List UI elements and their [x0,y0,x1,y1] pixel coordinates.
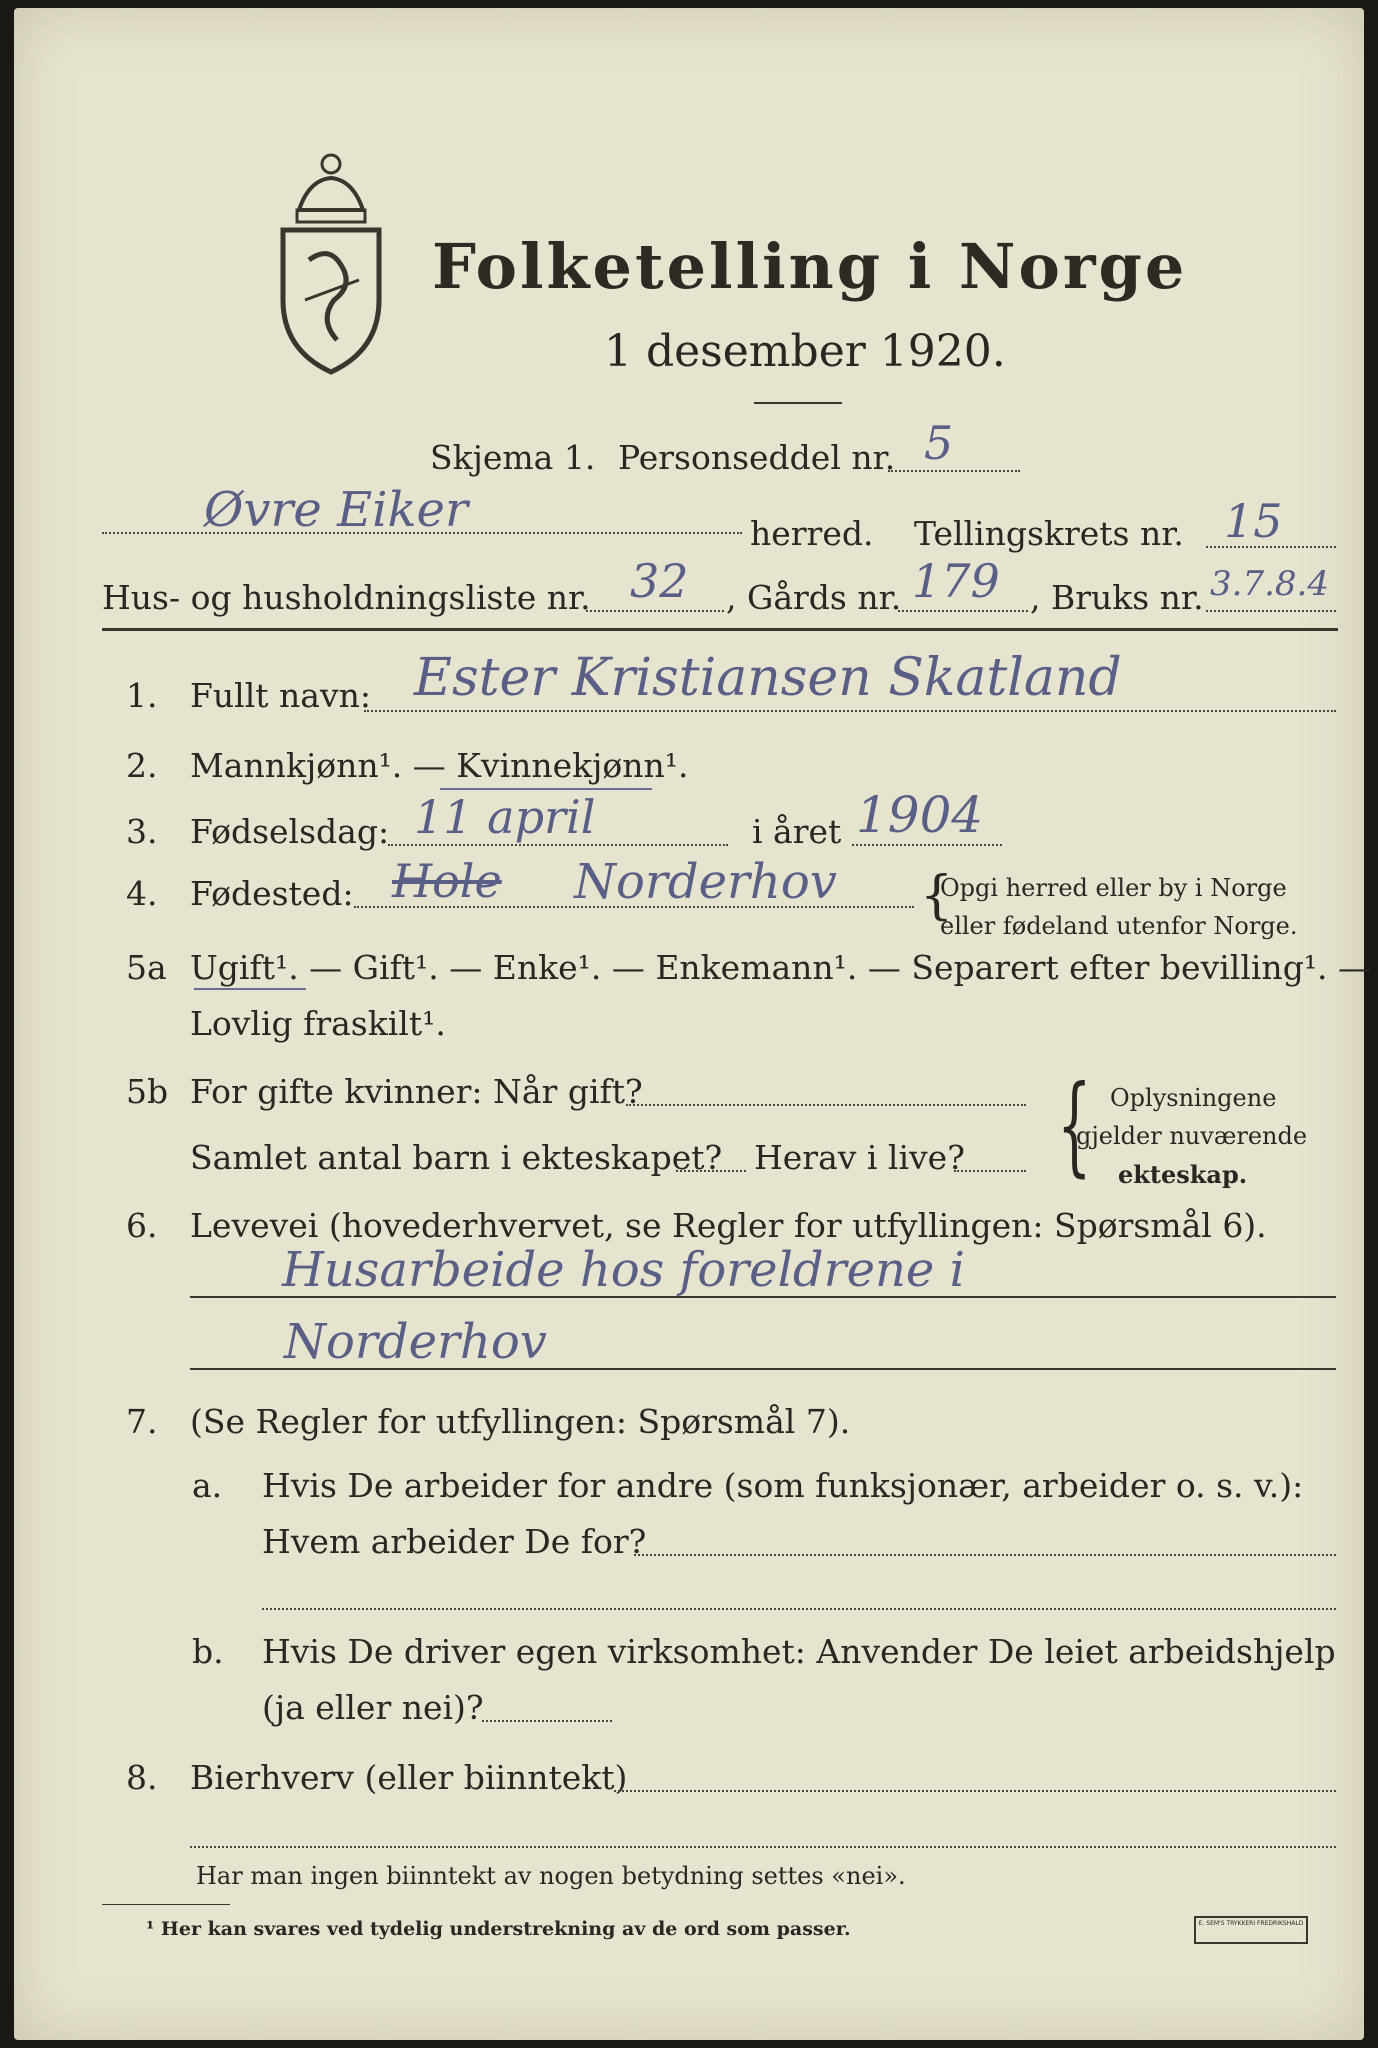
footnote-rule [102,1904,230,1905]
birthplace-value: Norderhov [574,854,837,910]
q1-label: Fullt navn: [190,676,371,715]
header-rule [102,628,1338,631]
full-name-value: Ester Kristiansen Skatland [414,648,1122,708]
q4-label: Fødested: [190,874,354,913]
q5a-number: 5a [126,948,167,987]
q1-field [364,710,1336,712]
hus-label: Hus- og husholdningsliste nr. [102,578,591,617]
hus-value: 32 [630,554,689,608]
gards-label: , Gårds nr. [726,578,902,617]
herred-value: Øvre Eiker [204,482,468,538]
q7-label: (Se Regler for utfyllingen: Spørsmål 7). [190,1402,851,1441]
q3-label: Fødselsdag: [190,812,390,851]
q7a-letter: a. [192,1466,223,1505]
q7b-label: Hvis De driver egen virksomhet: Anvender De leiet arbeidshjelp [262,1632,1336,1671]
form-title: Folketelling i Norge [432,230,1188,303]
q5b-note-line2: gjelder nuværende [1076,1122,1308,1150]
gards-field [898,610,1028,612]
gards-value: 179 [912,554,1000,608]
q5b-children-field [676,1170,746,1172]
census-form [14,8,1372,2040]
birth-year-value: 1904 [856,786,984,844]
q2-number: 2. [126,746,158,785]
q5b-label3: Herav i live? [754,1138,965,1177]
q7a-field [634,1554,1336,1556]
q1-number: 1. [126,676,158,715]
q5b-label2: Samlet antal barn i ekteskapet? [190,1138,723,1177]
tellingskrets-label: Tellingskrets nr. [914,514,1184,553]
q5b-brace: { [1057,1063,1092,1188]
q5b-note-line1: Oplysningene [1110,1084,1277,1112]
printer-stamp: E. SEM'S TRYKKERI FREDRIKSHALD [1194,1916,1308,1944]
q3-day-field [388,844,728,846]
q8-field [614,1790,1336,1792]
tellingskrets-value: 15 [1224,494,1283,548]
bruks-label: , Bruks nr. [1030,578,1204,617]
bruks-value: 3.7.8.4 [1210,564,1329,604]
q6-line1 [190,1296,1336,1298]
q5b-note-line3: ekteskap. [1118,1160,1248,1189]
q7b-field [482,1720,612,1722]
personseddel-value: 5 [924,416,954,470]
q7-number: 7. [126,1402,158,1441]
q6-line2 [190,1368,1336,1370]
q8-field2 [190,1846,1336,1848]
q8-note: Har man ingen biinntekt av nogen betydning settes «nei». [196,1862,906,1890]
census-date: 1 desember 1920. [604,326,1006,377]
q7a-field2 [262,1608,1336,1610]
q7b-label2: (ja eller nei)? [262,1688,484,1727]
q5b-label: For gifte kvinner: Når gift? [190,1072,643,1111]
occupation-value-line1: Husarbeide hos foreldrene i [282,1242,965,1298]
q5b-alive-field [954,1170,1026,1172]
q4-number: 4. [126,874,158,913]
hus-field [586,610,724,612]
coat-of-arms-icon [269,150,394,375]
q4-note-line1: Opgi herred eller by i Norge [940,874,1287,902]
birthday-value: 11 april [414,790,596,844]
q5b-number: 5b [126,1072,169,1111]
q5a-label2: Lovlig fraskilt¹. [190,1004,446,1043]
title-divider [754,402,842,404]
q3-number: 3. [126,812,158,851]
q8-number: 8. [126,1758,158,1797]
q7b-letter: b. [192,1632,224,1671]
q5b-married-field [626,1104,1026,1106]
footnote-text: ¹ Her kan svares ved tydelig understrekning av de ord som passer. [146,1918,851,1940]
q3-year-label: i året [752,812,842,851]
personseddel-field [888,470,1020,472]
herred-label: herred. [750,514,874,553]
q4-brace: { [920,866,954,926]
bruks-field [1206,610,1336,612]
personseddel-label: Personseddel nr. [618,438,896,477]
q2-label: Mannkjønn¹. — Kvinnekjønn¹. [190,746,689,785]
birthplace-struck-value: Hole [392,854,502,908]
q6-label: Levevei (hovederhvervet, se Regler for utfyllingen: Spørsmål 6). [190,1206,1267,1245]
q3-year-field [852,844,1002,846]
q7a-label: Hvis De arbeider for andre (som funksjonær, arbeider o. s. v.): [262,1466,1304,1505]
q5a-underline-mark [194,988,306,990]
q5a-label: Ugift¹. — Gift¹. — Enke¹. — Enkemann¹. — Separert efter bevilling¹. — [190,948,1372,987]
q4-note-line2: eller fødeland utenfor Norge. [940,912,1298,940]
schema-label: Skjema 1. [430,438,596,477]
occupation-value-line2: Norderhov [284,1314,547,1370]
q8-label: Bierhverv (eller biinntekt) [190,1758,628,1797]
q7a-label2: Hvem arbeider De for? [262,1522,647,1561]
q6-number: 6. [126,1206,158,1245]
